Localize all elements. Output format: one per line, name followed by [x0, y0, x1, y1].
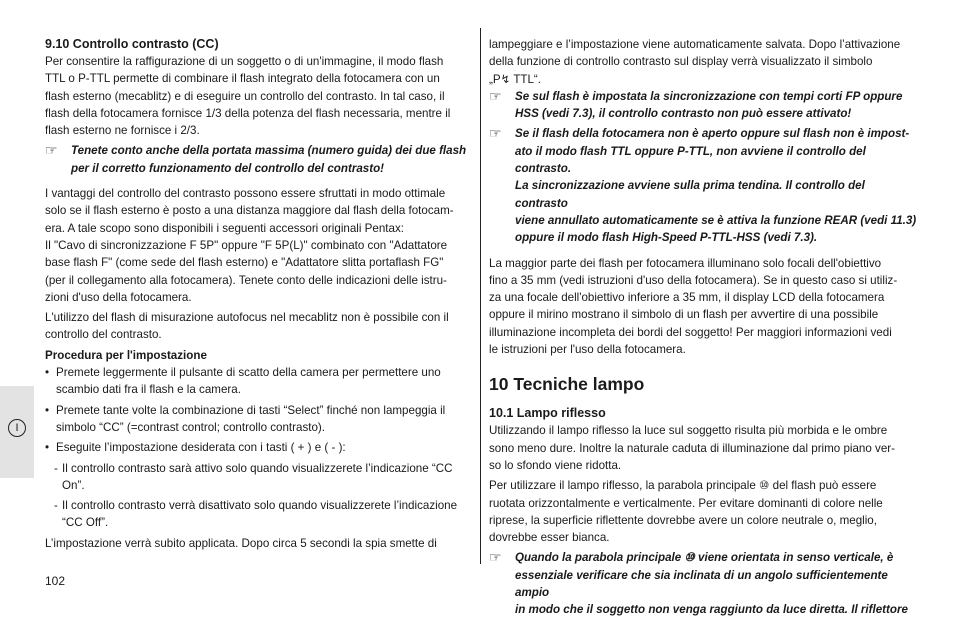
- list-item: • Eseguite l’impostazione desiderata con i tasti ( + ) e ( - ):: [45, 439, 467, 456]
- column-divider: [480, 28, 481, 564]
- procedure-subheading: Procedura per l'impostazione: [45, 348, 207, 362]
- list-item: • Premete leggermente il pulsante di scatto della camera per permettere uno scambio dati fra il flash e la camera.: [45, 364, 467, 399]
- left-column: [45, 36, 467, 552]
- chapter-heading: 10 Tecniche lampo: [489, 374, 645, 395]
- list-item: • Premete tante volte la combinazione di tasti “Select” finché non lampeggia il simbolo “CC” (=contrast control; controllo contrasto).: [45, 402, 467, 437]
- paragraph: Utilizzando il lampo riflesso la luce sul soggetto risulta più morbida e le ombre sono meno dure. Inoltre la naturale caduta di illuminazione dal primo piano ver- so lo sfondo viene ridotta.: [489, 424, 896, 472]
- bullet-icon: •: [45, 366, 50, 380]
- list-item: - Il controllo contrasto sarà attivo solo quando visualizzerete l’indicazione “CC On”.: [54, 461, 453, 492]
- bullet-icon: •: [45, 403, 50, 417]
- paragraph: Per consentire la raffigurazione di un soggetto o di un'immagine, il modo flash TTL o P-TTL permette di combinare il flash integrato della fotocamera con un flash esterno (mecablitz) e di eseguire un controllo del contrasto. In tal caso, il flash della fotocamera fornisce 1/3 della potenza del flash necessaria, mentre il flash esterno ne fornisce i 2/3.: [45, 55, 451, 138]
- pointing-hand-icon: ☞: [489, 125, 502, 142]
- language-tab-label: I: [8, 419, 26, 437]
- pointing-hand-icon: ☞: [489, 87, 502, 104]
- language-side-tab: [0, 386, 34, 478]
- list-item: - Il controllo contrasto verrà disattivato solo quando visualizzerete l’indicazione “CC Off”.: [54, 499, 458, 530]
- paragraph: La maggior parte dei flash per fotocamera illuminano solo focali dell'obiettivo fino a 35 mm (vedi istruzioni d'uso della fotocamera). Se in questo caso si utiliz- za una focale dell'obiettivo inferiore a 35 mm, il display LCD della fotocamera oppure il mirino mostrano il simbolo di un flash per avvertire di una possibile illuminazione incompleta dei bordi del soggetto! Per maggiori informazioni vedi le istruzioni per l'uso della fotocamera.: [489, 256, 898, 357]
- section-heading-bounce-flash: 10.1 Lampo riflesso: [489, 406, 606, 421]
- paragraph: Il "Cavo di sincronizzazione F 5P" oppure "F 5P(L)" combinato con "Adattatore base flash F" (come sede del flash esterno) e "Adattatore slitta portaflash FG" (per il collegamento alla fotocamera). Tenete conto delle indicazioni delle istru- zioni d'uso della fotocamera.: [45, 238, 448, 304]
- note: ☞ Quando la parabola principale ⑩ viene orientata in senso verticale, è essenziale verificare che sia inclinata di un angolo sufficientemente ampio in modo che il soggetto non venga raggiunto da luce diretta. Il riflettore: [489, 549, 917, 618]
- section-heading-contrast-control: 9.10 Controllo contrasto (CC): [45, 37, 219, 51]
- paragraph: lampeggiare e l’impostazione viene automaticamente salvata. Dopo l’attivazione della funzione di controllo contrasto sul display verrà visualizzato il simbolo „P↯ TTL“.: [489, 38, 901, 86]
- paragraph: I vantaggi del controllo del contrasto possono essere sfruttati in modo ottimale solo se il flash esterno è posto a una distanza maggiore dal flash della fotocam- era. A tale scopo sono disponibili i seguenti accessori originali Pentax:: [45, 187, 454, 235]
- note: ☞ Se il flash della fotocamera non è aperto oppure sul flash non è impost- ato il modo flash TTL oppure P-TTL, non avviene il controllo del contrasto. La sincronizzazione avviene sulla prima tendina. Il controllo del contrasto viene annullato automaticamente se è attiva la funzione REAR (vedi 11.3) oppure il modo flash High-Speed P-TTL-HSS (vedi 7.3).: [489, 125, 917, 246]
- pointing-hand-icon: ☞: [489, 549, 502, 566]
- right-column: [489, 36, 917, 619]
- pointing-hand-icon: ☞: [45, 142, 58, 159]
- bullet-icon: •: [45, 441, 50, 455]
- paragraph: L’impostazione verrà subito applicata. Dopo circa 5 secondi la spia smette di: [45, 536, 437, 550]
- note: ☞ Se sul flash è impostata la sincronizzazione con tempi corti FP oppure HSS (vedi 7.3), il controllo contrasto non può essere attivato!: [489, 88, 917, 123]
- paragraph: Per utilizzare il lampo riflesso, la parabola principale ⑩ del flash può essere ruotata orizzontalmente e verticalmente. Per evitare dominanti di colore nelle riprese, la superficie riflettente dovrebbe avere un colore neutrale o, meglio, dovrebbe esser bianca.: [489, 479, 883, 545]
- paragraph: L'utilizzo del flash di misurazione autofocus nel mecablitz non è possibile con il controllo del contrasto.: [45, 311, 449, 342]
- note: ☞ Tenete conto anche della portata massima (numero guida) dei due flash per il corretto funzionamento del controllo del contrasto!: [45, 142, 467, 177]
- page-number: 102: [45, 574, 66, 588]
